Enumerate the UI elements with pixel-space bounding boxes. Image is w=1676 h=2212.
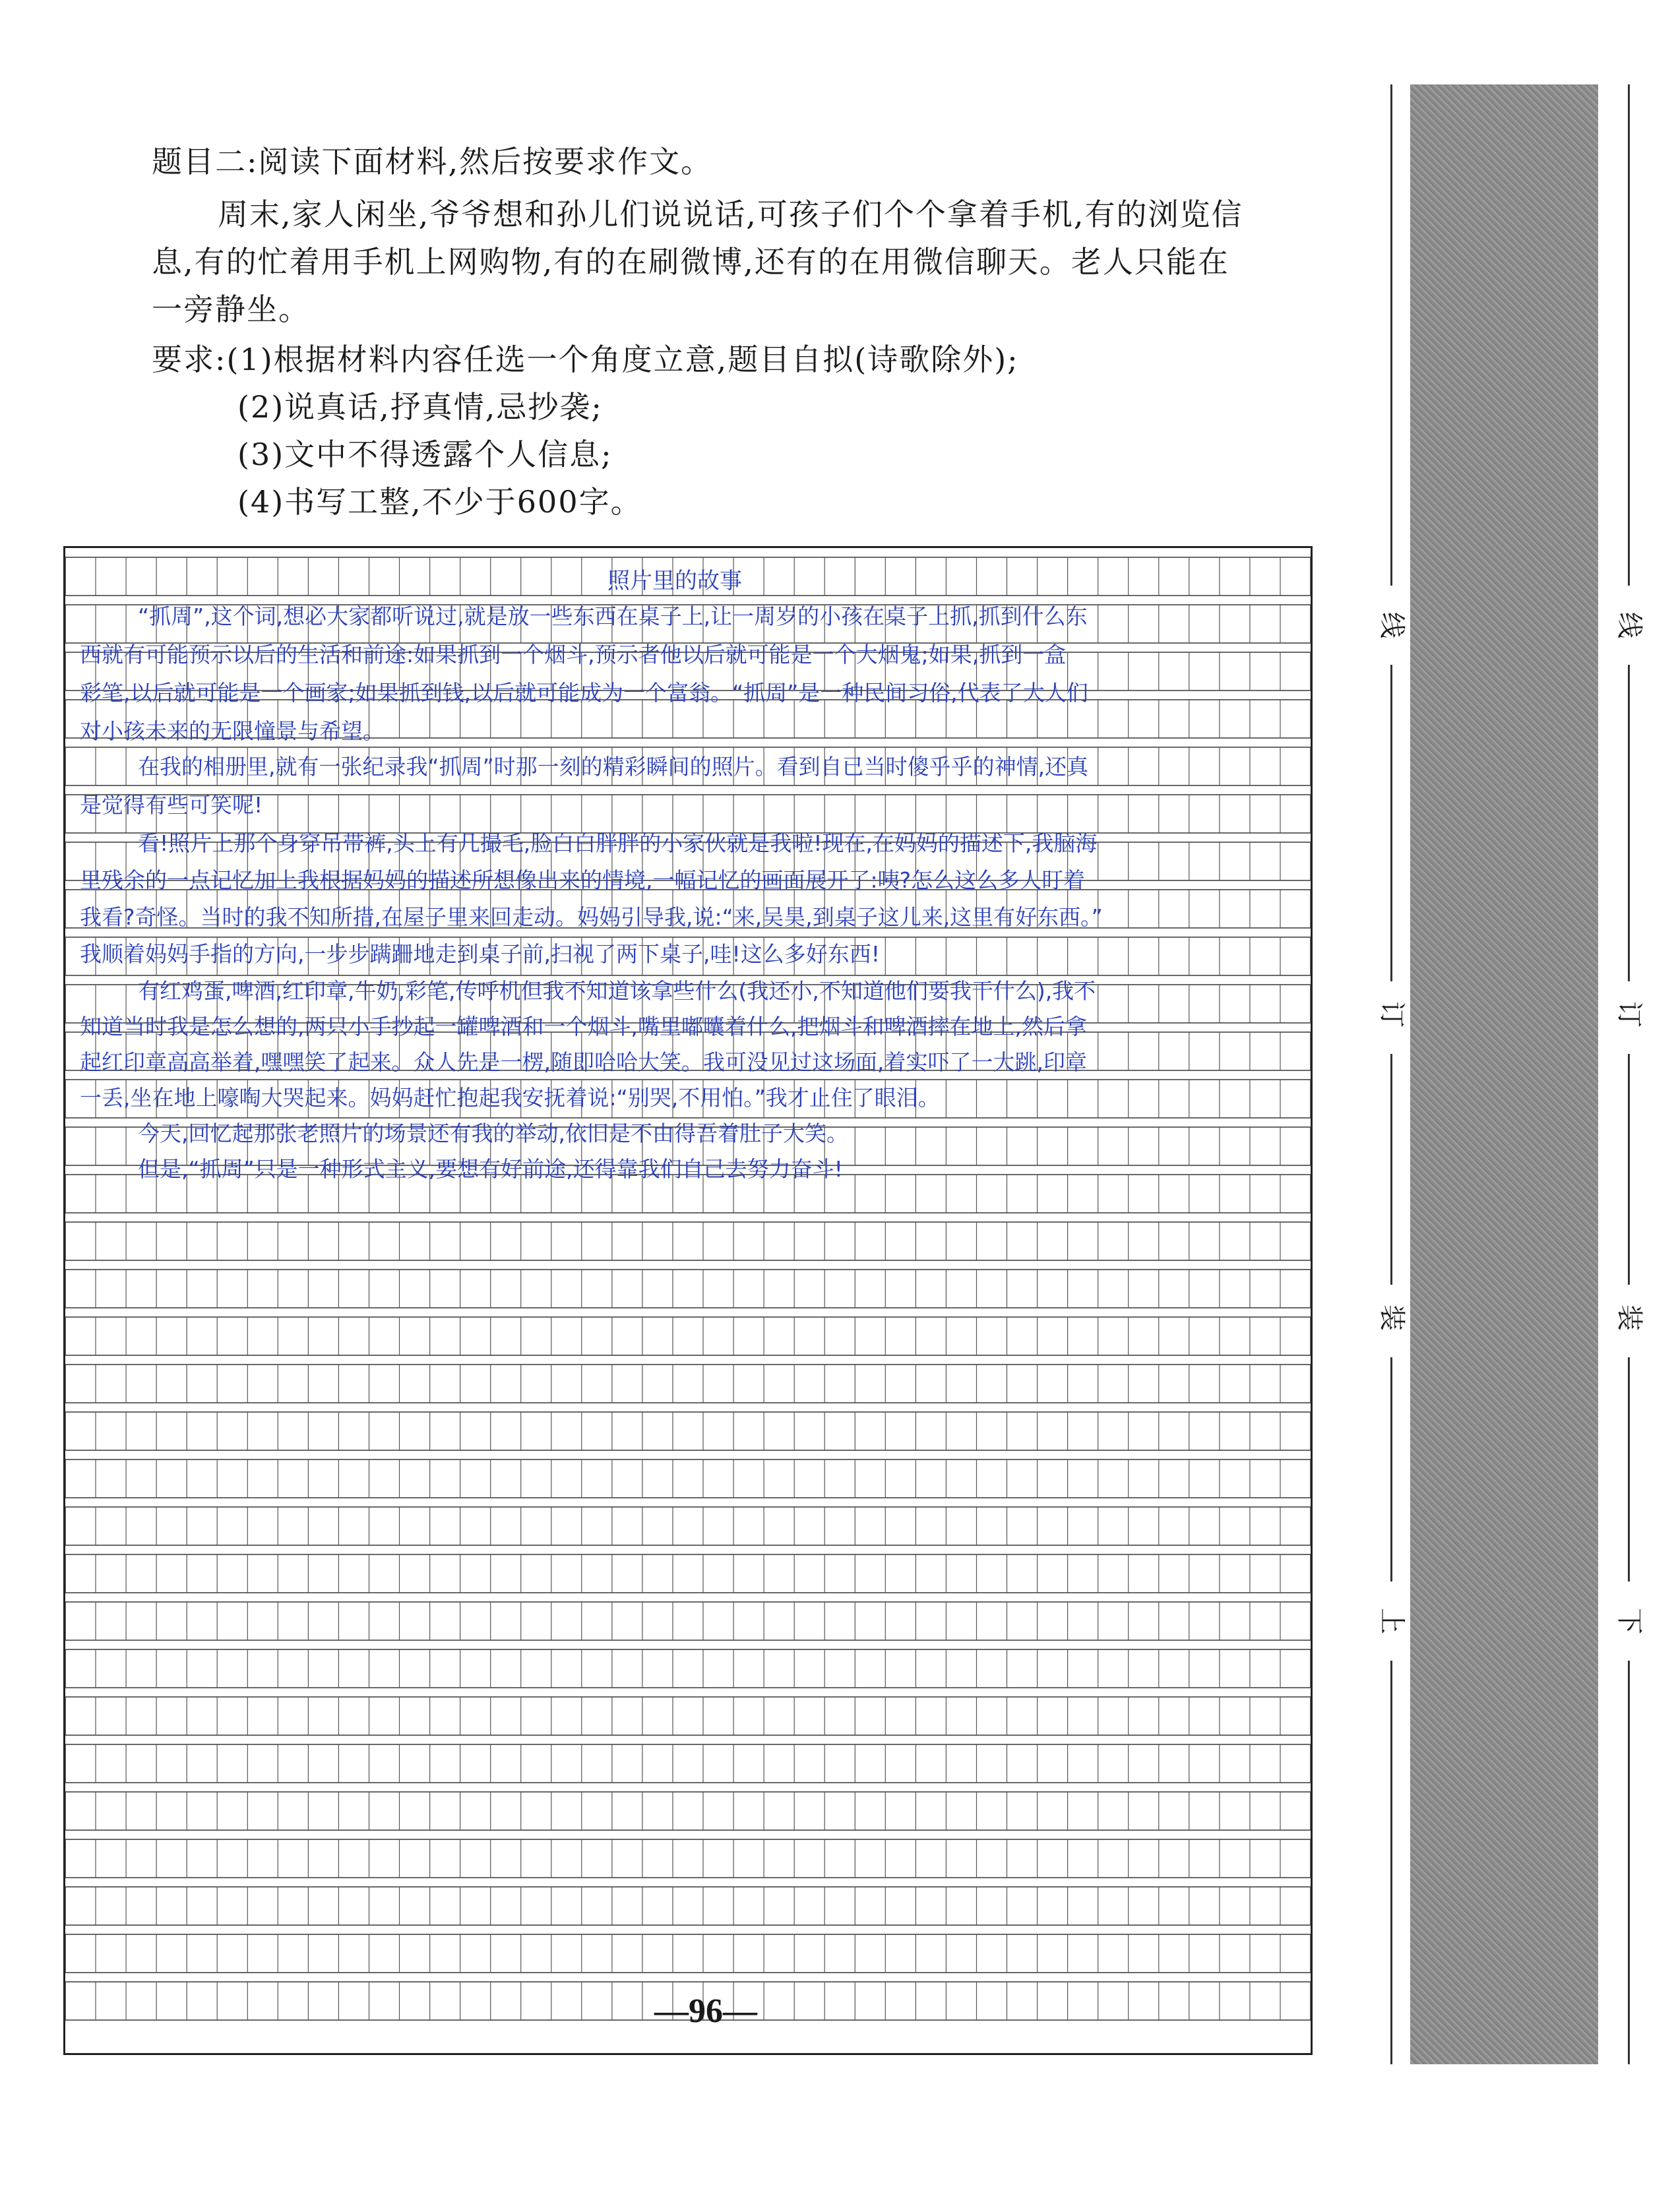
essay-line: 西就有可能预示以后的生活和前途:如果抓到一个烟斗,预示者他以后就可能是一个大烟鬼;如果,抓到一盒 xyxy=(80,642,1067,667)
page-number: —96— xyxy=(654,1992,757,2030)
essay-grid xyxy=(63,546,1313,2055)
essay-line: 是觉得有些可笑呢! xyxy=(80,792,263,818)
grid-row xyxy=(65,1697,1311,1735)
binding-line xyxy=(1390,1054,1392,1285)
grid-row xyxy=(65,1887,1311,1925)
material-line: 息,有的忙着用手机上网购物,有的在刷微博,还有的在用微信聊天。老人只能在 xyxy=(152,244,1229,280)
binding-char: 订 xyxy=(1609,995,1649,1034)
essay-line: 彩笔,以后就可能是一个画家;如果抓到钱,以后就可能成为一个富翁。“抓周”是一种民间习俗,代表了大人们 xyxy=(80,680,1088,706)
grid-row xyxy=(65,1934,1311,1973)
material-line: 周末,家人闲坐,爷爷想和孙儿们说说话,可孩子们个个拿着手机,有的浏览信 xyxy=(218,197,1243,232)
prompt-title: 题目二:阅读下面材料,然后按要求作文。 xyxy=(152,144,713,179)
binding-line xyxy=(1628,1054,1630,1285)
binding-char: 装 xyxy=(1372,1298,1412,1337)
grid-row xyxy=(65,1744,1311,1783)
requirement-line: 要求:(1)根据材料内容任选一个角度立意,题目自拟(诗歌除外); xyxy=(152,342,1019,377)
binding-line xyxy=(1390,1661,1392,2064)
grid-row xyxy=(65,1222,1311,1260)
grid-row xyxy=(65,1270,1311,1308)
binding-strip xyxy=(1410,84,1598,2064)
essay-line: “抓周”,这个词,想必大家都听说过,就是放一些东西在桌子上,让一周岁的小孩在桌子上抓,抓到什么东 xyxy=(138,603,1088,629)
grid-row xyxy=(65,1365,1311,1403)
binding-char: 下 xyxy=(1609,1601,1649,1641)
grid-row xyxy=(65,1554,1311,1593)
essay-line: 知道当时我是怎么想的,两只小手抄起一罐啤酒和一个烟斗,嘴里嘟囔着什么,把烟斗和啤酒摔在地上,然后拿 xyxy=(80,1014,1087,1039)
essay-line: 起红印章高高举着,嘿嘿笑了起来。众人先是一楞,随即哈哈大笑。我可没见过这场面,着实吓了一大跳,印章 xyxy=(80,1049,1087,1075)
material-line: 一旁静坐。 xyxy=(152,292,310,327)
binding-char: 上 xyxy=(1372,1601,1412,1641)
essay-line: 有红鸡蛋,啤酒,红印章,牛奶,彩笔,传呼机但我不知道该拿些什么(我还小,不知道他们要我干什么),我不 xyxy=(138,978,1096,1004)
binding-line xyxy=(1390,84,1392,586)
grid-row xyxy=(65,1459,1311,1498)
grid-row xyxy=(65,1649,1311,1688)
binding-char: 装 xyxy=(1609,1298,1649,1337)
essay-line: 里残余的一点记忆加上我根据妈妈的描述所想像出来的情境,一幅记忆的画面展开了:咦?怎么这么多人盯着 xyxy=(80,867,1086,893)
essay-line: 看!照片上那个身穿吊带裤,头上有几撮毛,脸白白胖胖的小家伙就是我啦!现在,在妈妈的描述下,我脑海 xyxy=(138,830,1098,856)
requirement-line: (4)书写工整,不少于600字。 xyxy=(237,484,642,520)
binding-line xyxy=(1390,665,1392,981)
binding-char: 线 xyxy=(1372,605,1412,645)
requirement-line: (2)说真话,抒真情,忌抄袭; xyxy=(237,389,603,425)
grid-row xyxy=(65,1507,1311,1545)
binding-margin-left xyxy=(1372,84,1412,2064)
essay-line: 对小孩未来的无限憧景与希望。 xyxy=(80,718,385,744)
binding-line xyxy=(1628,1661,1630,2064)
essay-title: 照片里的故事 xyxy=(607,568,742,594)
grid-row xyxy=(65,1317,1311,1355)
grid-row xyxy=(65,1412,1311,1450)
binding-line xyxy=(1628,1357,1630,1582)
binding-line xyxy=(1628,665,1630,981)
binding-line xyxy=(1628,84,1630,586)
essay-line: 我看?奇怪。当时的我不知所措,在屋子里来回走动。妈妈引导我,说:“来,吴昊,到桌子这儿来,这里有好东西。” xyxy=(80,904,1103,930)
requirement-line: (3)文中不得透露个人信息; xyxy=(237,437,613,472)
essay-line: 我顺着妈妈手指的方向,一步步蹒跚地走到桌子前,扫视了两下桌子,哇!这么多好东西! xyxy=(80,941,880,967)
essay-line: 今天,回忆起那张老照片的场景还有我的举动,依旧是不由得吾着肚子大笑。 xyxy=(138,1121,848,1146)
binding-char: 线 xyxy=(1609,605,1649,645)
essay-line: 一丢,坐在地上嚎啕大哭起来。妈妈赶忙抱起我安抚着说:“别哭,不用怕。”我才止住了眼泪。 xyxy=(80,1085,940,1111)
grid-row xyxy=(65,1602,1311,1640)
grid-row xyxy=(65,1839,1311,1878)
binding-char: 订 xyxy=(1372,995,1412,1034)
binding-margin-right xyxy=(1609,84,1649,2064)
essay-line: 在我的相册里,就有一张纪录我“抓周”时那一刻的精彩瞬间的照片。看到自已当时傻乎乎的神情,还真 xyxy=(138,754,1089,780)
grid-row xyxy=(65,1792,1311,1830)
binding-line xyxy=(1390,1357,1392,1582)
essay-line: 但是,“抓周”只是一种形式主义,要想有好前途,还得靠我们自己去努力奋斗! xyxy=(138,1156,843,1182)
